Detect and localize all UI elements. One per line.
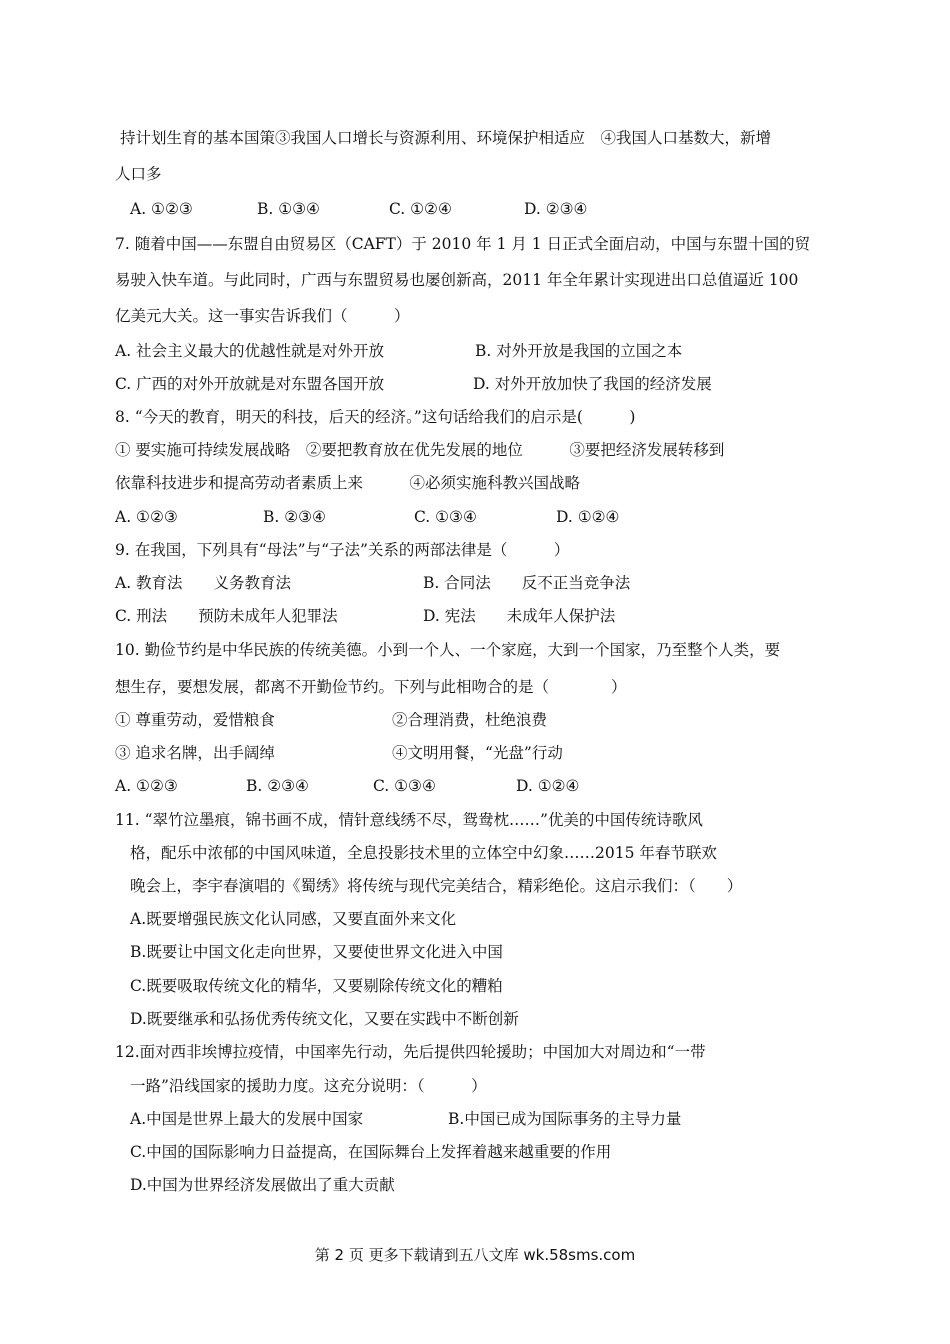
q6-option-d: D. ②③④ <box>524 200 588 218</box>
q12-option-a: A.中国是世界上最大的发展中国家 <box>130 1110 364 1128</box>
q10-option-b: B. ②③④ <box>246 777 309 795</box>
q7-text-line-3: 亿美元大关。这一事实告诉我们（ ） <box>115 307 410 325</box>
q7-option-d: D. 对外开放加快了我国的经济发展 <box>473 375 712 393</box>
q12-option-d: D.中国为世界经济发展做出了重大贡献 <box>130 1176 395 1194</box>
q10-item-4: ④文明用餐，“光盘”行动 <box>392 744 563 762</box>
q11-text-line-1: 11. “翠竹泣墨痕，锦书画不成，情针意线绣不尽，鸳鸯枕……”优美的中国传统诗歌风 <box>115 811 703 829</box>
q6-text-line-1: 持计划生育的基本国策③我国人口增长与资源利用、环境保护相适应 ④我国人口基数大，新增 <box>120 129 772 147</box>
q6-text-line-2: 人口多 <box>115 165 162 183</box>
q11-text-line-3: 晚会上，李宇春演唱的《蜀绣》将传统与现代完美结合，精彩绝伦。这启示我们：（ ） <box>130 877 743 895</box>
q11-option-a: A.既要增强民族文化认同感，又要直面外来文化 <box>130 910 457 928</box>
q10-option-a: A. ①②③ <box>115 777 178 795</box>
q8-text-line-1: 8. “今天的教育，明天的科技，后天的经济。”这句话给我们的启示是( ) <box>115 408 636 426</box>
q8-option-a: A. ①②③ <box>115 508 178 526</box>
q8-option-b: B. ②③④ <box>263 508 326 526</box>
q7-text-line-2: 易驶入快车道。与此同时，广西与东盟贸易也屡创新高，2011 年全年累计实现进出口总值逼近 100 <box>115 271 799 289</box>
q8-option-d: D. ①②④ <box>556 508 620 526</box>
q7-text-line-1: 7. 随着中国——东盟自由贸易区（CAFT）于 2010 年 1 月 1 日正式全面启动，中国与东盟十国的贸 <box>115 235 811 253</box>
q6-option-b: B. ①③④ <box>257 200 320 218</box>
q9-text-line-1: 9. 在我国，下列具有“母法”与“子法”关系的两部法律是（ ） <box>115 541 570 559</box>
q9-option-a: A. 教育法 义务教育法 <box>115 574 292 592</box>
q10-option-c: C. ①③④ <box>373 777 436 795</box>
q7-option-a: A. 社会主义最大的优越性就是对外开放 <box>115 342 385 360</box>
q8-text-line-3: 依靠科技进步和提高劳动者素质上来 ④必须实施科教兴国战略 <box>115 474 581 492</box>
page-footer: 第 2 页 更多下载请到五八文库 wk.58sms.com <box>314 1246 636 1264</box>
q6-option-c: C. ①②④ <box>389 200 452 218</box>
q10-option-d: D. ①②④ <box>516 777 580 795</box>
q12-option-c: C.中国的国际影响力日益提高，在国际舞台上发挥着越来越重要的作用 <box>130 1143 612 1161</box>
q10-item-1: ① 尊重劳动，爱惜粮食 <box>115 711 275 729</box>
q11-option-b: B.既要让中国文化走向世界，又要使世界文化进入中国 <box>130 943 503 961</box>
q9-option-b: B. 合同法 反不正当竞争法 <box>423 574 631 592</box>
q7-option-b: B. 对外开放是我国的立国之本 <box>475 342 683 360</box>
q11-option-c: C.既要吸取传统文化的精华，又要剔除传统文化的糟粕 <box>130 977 503 995</box>
q10-item-2: ②合理消费，杜绝浪费 <box>392 711 548 729</box>
q7-option-c: C. 广西的对外开放就是对东盟各国开放 <box>115 375 385 393</box>
q9-option-d: D. 宪法 未成年人保护法 <box>423 607 616 625</box>
q11-text-line-2: 格，配乐中浓郁的中国风味道，全息投影技术里的立体空中幻象……2015 年春节联欢 <box>130 844 717 862</box>
q10-text-line-2: 想生存，要想发展，都离不开勤俭节约。下列与此相吻合的是（ ） <box>115 678 627 696</box>
q6-option-a: A. ①②③ <box>130 200 193 218</box>
q11-option-d: D.既要继承和弘扬优秀传统文化，又要在实践中不断创新 <box>130 1010 519 1028</box>
q9-option-c: C. 刑法 预防未成年人犯罪法 <box>115 607 338 625</box>
q10-text-line-1: 10. 勤俭节约是中华民族的传统美德。小到一个人、一个家庭，大到一个国家，乃至整个人类，要 <box>115 641 781 659</box>
q8-text-line-2: ① 要实施可持续发展战略 ②要把教育放在优先发展的地位 ③要把经济发展转移到 <box>115 441 725 459</box>
q12-option-b: B.中国已成为国际事务的主导力量 <box>448 1110 682 1128</box>
q8-option-c: C. ①③④ <box>414 508 477 526</box>
q12-text-line-2: 一路”沿线国家的援助力度。这充分说明：（ ） <box>130 1077 487 1095</box>
q12-text-line-1: 12.面对西非埃博拉疫情，中国率先行动，先后提供四轮援助；中国加大对周边和“一带 <box>115 1043 706 1061</box>
q10-item-3: ③ 追求名牌，出手阔绰 <box>115 744 275 762</box>
